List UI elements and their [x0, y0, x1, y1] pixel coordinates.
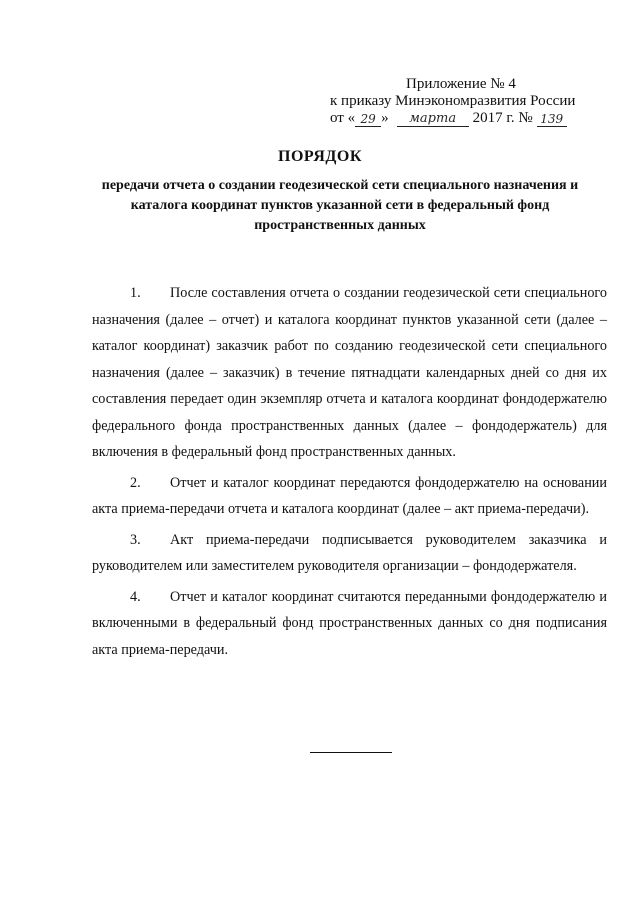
- paragraph-3: [92, 527, 607, 580]
- paragraph-number: 1.: [130, 285, 141, 301]
- handwritten-day: 29: [355, 112, 381, 127]
- paragraph-2: [92, 470, 607, 523]
- document-title: ПОРЯДОК: [278, 148, 362, 165]
- annex-order-reference: к приказу Минэкономразвития России: [330, 93, 576, 109]
- paragraph-text: Акт приема-передачи подписывается руководителем заказчика и руководителем или заместителем руководителя организации – фондодержателя.: [92, 531, 607, 574]
- annex-number: Приложение № 4: [406, 76, 516, 92]
- paragraph-number: 2.: [130, 474, 141, 491]
- document-body: [92, 280, 607, 663]
- paragraph-1: [92, 280, 607, 466]
- date-day-suffix: »: [381, 110, 389, 126]
- paragraph-number: 3.: [130, 531, 141, 548]
- paragraph-text: Отчет и каталог координат считаются переданными фондодержателю и включенными в федеральный фонд пространственных данных со дня подписания акта приема-передачи.: [92, 588, 607, 658]
- paragraph-text: После составления отчета о создании геодезической сети специального назначения (далее – отчет) и каталога координат пунктов указанной сети (далее – каталог координат) заказчик работ по созданию геодезической сети специального назначения (далее – заказчик) в течение пятнадцати календарных дней со дня их составления передает один экземпляр отчета и каталога координат фондодержателю федерального фонда пространственных данных (далее – фондодержатель) для включения в федеральный фонд пространственных данных.: [92, 285, 607, 460]
- handwritten-order-number: 139: [537, 112, 567, 127]
- document-subtitle: передачи отчета о создании геодезической сети специального назначения и каталога координат пунктов указанной сети в федеральный фонд пространственных данных: [101, 178, 579, 233]
- date-prefix: от «: [330, 110, 356, 126]
- paragraph-4: [92, 584, 607, 664]
- closing-separator-line: [310, 752, 392, 753]
- date-year: 2017 г. №: [472, 110, 533, 126]
- annex-date-line: [330, 110, 600, 127]
- paragraph-text: Отчет и каталог координат передаются фондодержателю на основании акта приема-передачи отчета и каталога координат (далее – акт приема-передачи).: [92, 474, 607, 517]
- annex-header: [330, 76, 600, 127]
- paragraph-number: 4.: [130, 588, 141, 605]
- handwritten-month: марта: [397, 112, 469, 127]
